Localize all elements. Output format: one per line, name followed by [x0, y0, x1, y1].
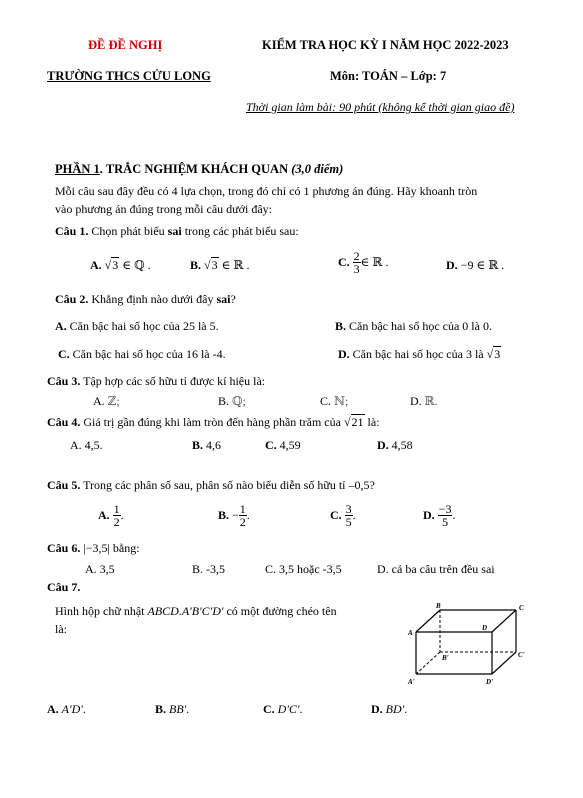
q4-option-d — [377, 438, 413, 453]
q4-b-label: B. — [192, 438, 204, 452]
q3-d-set: ℝ. — [424, 394, 438, 408]
q7-expr: ABCD.A'B'C'D' — [147, 604, 224, 618]
q1-d-label: D. — [446, 258, 458, 272]
q5-b-sign: − — [232, 508, 239, 522]
q5-a-num: 1 — [113, 502, 120, 516]
q3-d-label: D. — [410, 394, 425, 408]
q2-text-c: ? — [230, 292, 236, 306]
q5-d-label: D. — [423, 508, 435, 522]
edge-cd — [492, 610, 516, 632]
q2-option-b — [335, 319, 492, 334]
q7-b-expr: BB' — [169, 702, 187, 716]
q6-option-a: A. 3,5 — [85, 562, 115, 576]
q5-c-num: 3 — [345, 502, 352, 516]
q2-option-a — [55, 319, 219, 334]
q3-option-a — [93, 394, 120, 409]
q5-a-label: A. — [98, 508, 110, 522]
q2-d-text: Căn bậc hai số học của 3 là — [349, 347, 487, 361]
q3-a-label: A. — [93, 394, 108, 408]
vertex-d-label: D — [482, 624, 488, 632]
q3-option-c — [320, 394, 348, 409]
q5-c-den: 5 — [345, 515, 352, 529]
q5-text: Trong các phân số sau, phân số nào biểu diễn số hữu tỉ –0,5? — [80, 478, 375, 492]
q2-c-label: C. — [58, 347, 70, 361]
section-intro-line2: vào phương án đúng trong mỗi câu dưới đây: — [55, 202, 272, 216]
q1-label: Câu 1. — [55, 224, 89, 238]
q3-c-label: C. — [320, 394, 335, 408]
q7-text-b: có một đường chéo tên — [223, 604, 337, 618]
q1-a-rest: ∈ ℚ . — [119, 258, 151, 272]
q3-option-d — [410, 394, 438, 409]
q2-b-text: Căn bậc hai số học của 0 là 0. — [346, 319, 492, 333]
section-heading — [55, 162, 343, 177]
q4-text-end: là: — [364, 415, 380, 429]
q3-option-b — [218, 394, 246, 409]
q7-option-b: B. BB'. — [155, 702, 190, 716]
q2-a-text: Căn bậc hai số học của 25 là 5. — [66, 319, 219, 333]
q7-a-expr: A'D' — [61, 702, 83, 716]
q4-option-c — [265, 438, 301, 453]
q4-d-value: 4,58 — [388, 438, 413, 452]
q4-label: Câu 4. — [47, 415, 81, 429]
subject-grade: Môn: TOÁN – Lớp: 7 — [330, 69, 447, 83]
q7-d-expr: BD' — [385, 702, 405, 716]
section-intro-line1: Mỗi câu sau đây đều có 4 lựa chọn, trong đó chỉ có 1 phương án đúng. Hãy khoanh tròn — [55, 184, 478, 198]
edge-ba — [416, 610, 440, 632]
q3-text: Tập hợp các số hữu tỉ được kí hiệu là: — [80, 374, 266, 388]
school-name: TRƯỜNG THCS CỬU LONG — [47, 69, 211, 83]
q2-a-label: A. — [55, 319, 67, 333]
q1-c-label: C. — [338, 255, 350, 269]
section-points: (3,0 điểm) — [291, 162, 344, 176]
q1-b-radicand: 3 — [211, 258, 218, 272]
q4-c-value: 4,59 — [276, 438, 301, 452]
vertex-cp-label: C' — [518, 651, 525, 659]
q1-c-rest: ∈ ℝ . — [360, 255, 389, 269]
q7-option-a: A. A'D'. — [47, 702, 86, 716]
q7-stem-line1 — [55, 604, 337, 619]
q1-option-d — [446, 258, 504, 273]
q6-option-c: C. 3,5 hoặc -3,5 — [265, 562, 342, 576]
q3-b-set: ℚ; — [232, 394, 246, 408]
sqrt-sign-icon: √3 — [204, 258, 218, 272]
q2-d-radicand: 3 — [494, 347, 501, 361]
de-label: ĐỀ ĐỀ NGHỊ — [88, 38, 163, 52]
q3-c-set: ℕ; — [334, 394, 349, 408]
q3-stem — [47, 374, 265, 389]
q7-option-c: C. D'C'. — [263, 702, 303, 716]
vertex-b-label: B — [436, 602, 441, 610]
q1-text-b: sai — [167, 224, 182, 238]
q5-b-fraction — [239, 503, 247, 528]
q1-d-expr: −9 ∈ ℝ . — [460, 258, 505, 272]
q5-option-d: D. $\frac{-3}{5}$ . — [423, 502, 456, 529]
cuboid-figure — [400, 602, 530, 690]
q2-b-label: B. — [335, 319, 347, 333]
q1-option-b — [190, 258, 249, 273]
edge-d1c1 — [492, 652, 516, 674]
q5-b-num: 1 — [239, 502, 246, 516]
q3-b-label: B. — [218, 394, 233, 408]
q7-text-a: Hình hộp chữ nhật — [55, 604, 148, 618]
q1-text-c: trong các phát biểu sau: — [181, 224, 299, 238]
q6-option-b: B. -3,5 — [192, 562, 225, 576]
section-title: PHẦN 1 — [55, 162, 100, 176]
q5-c-fraction — [345, 503, 353, 528]
q5-d-den: 5 — [442, 515, 449, 529]
q5-b-label: B. — [218, 508, 230, 522]
exam-title: KIỂM TRA HỌC KỲ I NĂM HỌC 2022-2023 — [262, 38, 509, 52]
q4-stem — [47, 415, 380, 430]
section-title-rest: . TRẮC NGHIỆM KHÁCH QUAN — [99, 162, 289, 176]
vertex-dp-label: D' — [486, 678, 493, 686]
q7-stem-line2: là: — [55, 622, 67, 636]
q1-option-a — [90, 258, 151, 273]
q3-label: Câu 3. — [47, 374, 81, 388]
q7-option-d: D. BD'. — [371, 702, 408, 716]
q5-d-num: −3 — [438, 502, 452, 516]
q1-c-fraction — [353, 250, 361, 275]
q2-d-label: D. — [338, 347, 350, 361]
q6-expr: |−3,5| — [83, 541, 110, 555]
q1-a-label: A. — [90, 258, 102, 272]
q2-c-text: Căn bậc hai số học của 16 là -4. — [69, 347, 226, 361]
q2-text-a: Khẳng định nào dưới đây — [88, 292, 217, 306]
q1-option-c — [338, 250, 389, 275]
q1-b-rest: ∈ ℝ . — [218, 258, 250, 272]
q7-a-label: A. — [47, 702, 59, 716]
q7-b-label: B. — [155, 702, 167, 716]
q3-a-set: ℤ; — [107, 394, 120, 408]
q4-c-label: C. — [265, 438, 277, 452]
q7-c-label: C. — [263, 702, 275, 716]
q1-c-num: 2 — [353, 249, 360, 263]
q5-a-fraction — [113, 503, 121, 528]
time-note: Thời gian làm bài: 90 phút (không kể thời gian giao đề) — [246, 100, 515, 114]
edge-b1a1-hidden — [416, 652, 440, 674]
q7-d-label: D. — [371, 702, 383, 716]
q2-option-c — [58, 347, 226, 362]
q2-stem — [55, 292, 236, 307]
q1-a-radicand: 3 — [112, 258, 119, 272]
q4-option-b — [192, 438, 221, 453]
q6-option-d: D. cả ba câu trên đều sai — [377, 562, 495, 576]
q5-option-c: C. $\frac{3}{5}$ . — [330, 502, 356, 529]
q5-a-den: 2 — [113, 515, 120, 529]
q6-text: bằng: — [109, 541, 140, 555]
vertex-c-label: C — [519, 604, 524, 612]
q6-stem — [47, 541, 140, 556]
q5-stem — [47, 478, 375, 493]
vertex-a-label: A — [408, 629, 413, 637]
q4-option-a: A. 4,5. — [70, 438, 103, 452]
q4-radicand: 21 — [351, 415, 364, 429]
q5-b-den: 2 — [239, 515, 246, 529]
q5-option-a: A. $\frac{1}{2}$ . — [98, 502, 124, 529]
q2-option-d — [338, 347, 501, 362]
q5-d-fraction — [438, 503, 453, 528]
q5-option-b: B. − $\frac{1}{2}$ . — [218, 502, 250, 529]
q2-text-b: sai — [216, 292, 231, 306]
q4-text: Giá trị gần đúng khi làm tròn đến hàng phần trăm của — [80, 415, 344, 429]
vertex-bp-label: B' — [442, 654, 449, 662]
q5-label: Câu 5. — [47, 478, 81, 492]
q7-label: Câu 7. — [47, 580, 81, 594]
q7-c-expr: D'C' — [277, 702, 300, 716]
q5-c-label: C. — [330, 508, 342, 522]
q1-stem — [55, 224, 299, 239]
q6-label: Câu 6. — [47, 541, 81, 555]
q1-text-a: Chọn phát biểu — [91, 224, 168, 238]
q4-b-value: 4,6 — [203, 438, 222, 452]
q4-d-label: D. — [377, 438, 389, 452]
q1-c-den: 3 — [353, 262, 360, 276]
q2-label: Câu 2. — [55, 292, 89, 306]
q1-b-label: B. — [190, 258, 202, 272]
sqrt-sign-icon: √3 — [104, 258, 119, 272]
vertex-ap-label: A' — [408, 678, 415, 686]
sqrt-sign-icon: √3 — [486, 347, 501, 361]
sqrt-sign-icon: √21 — [343, 415, 364, 429]
